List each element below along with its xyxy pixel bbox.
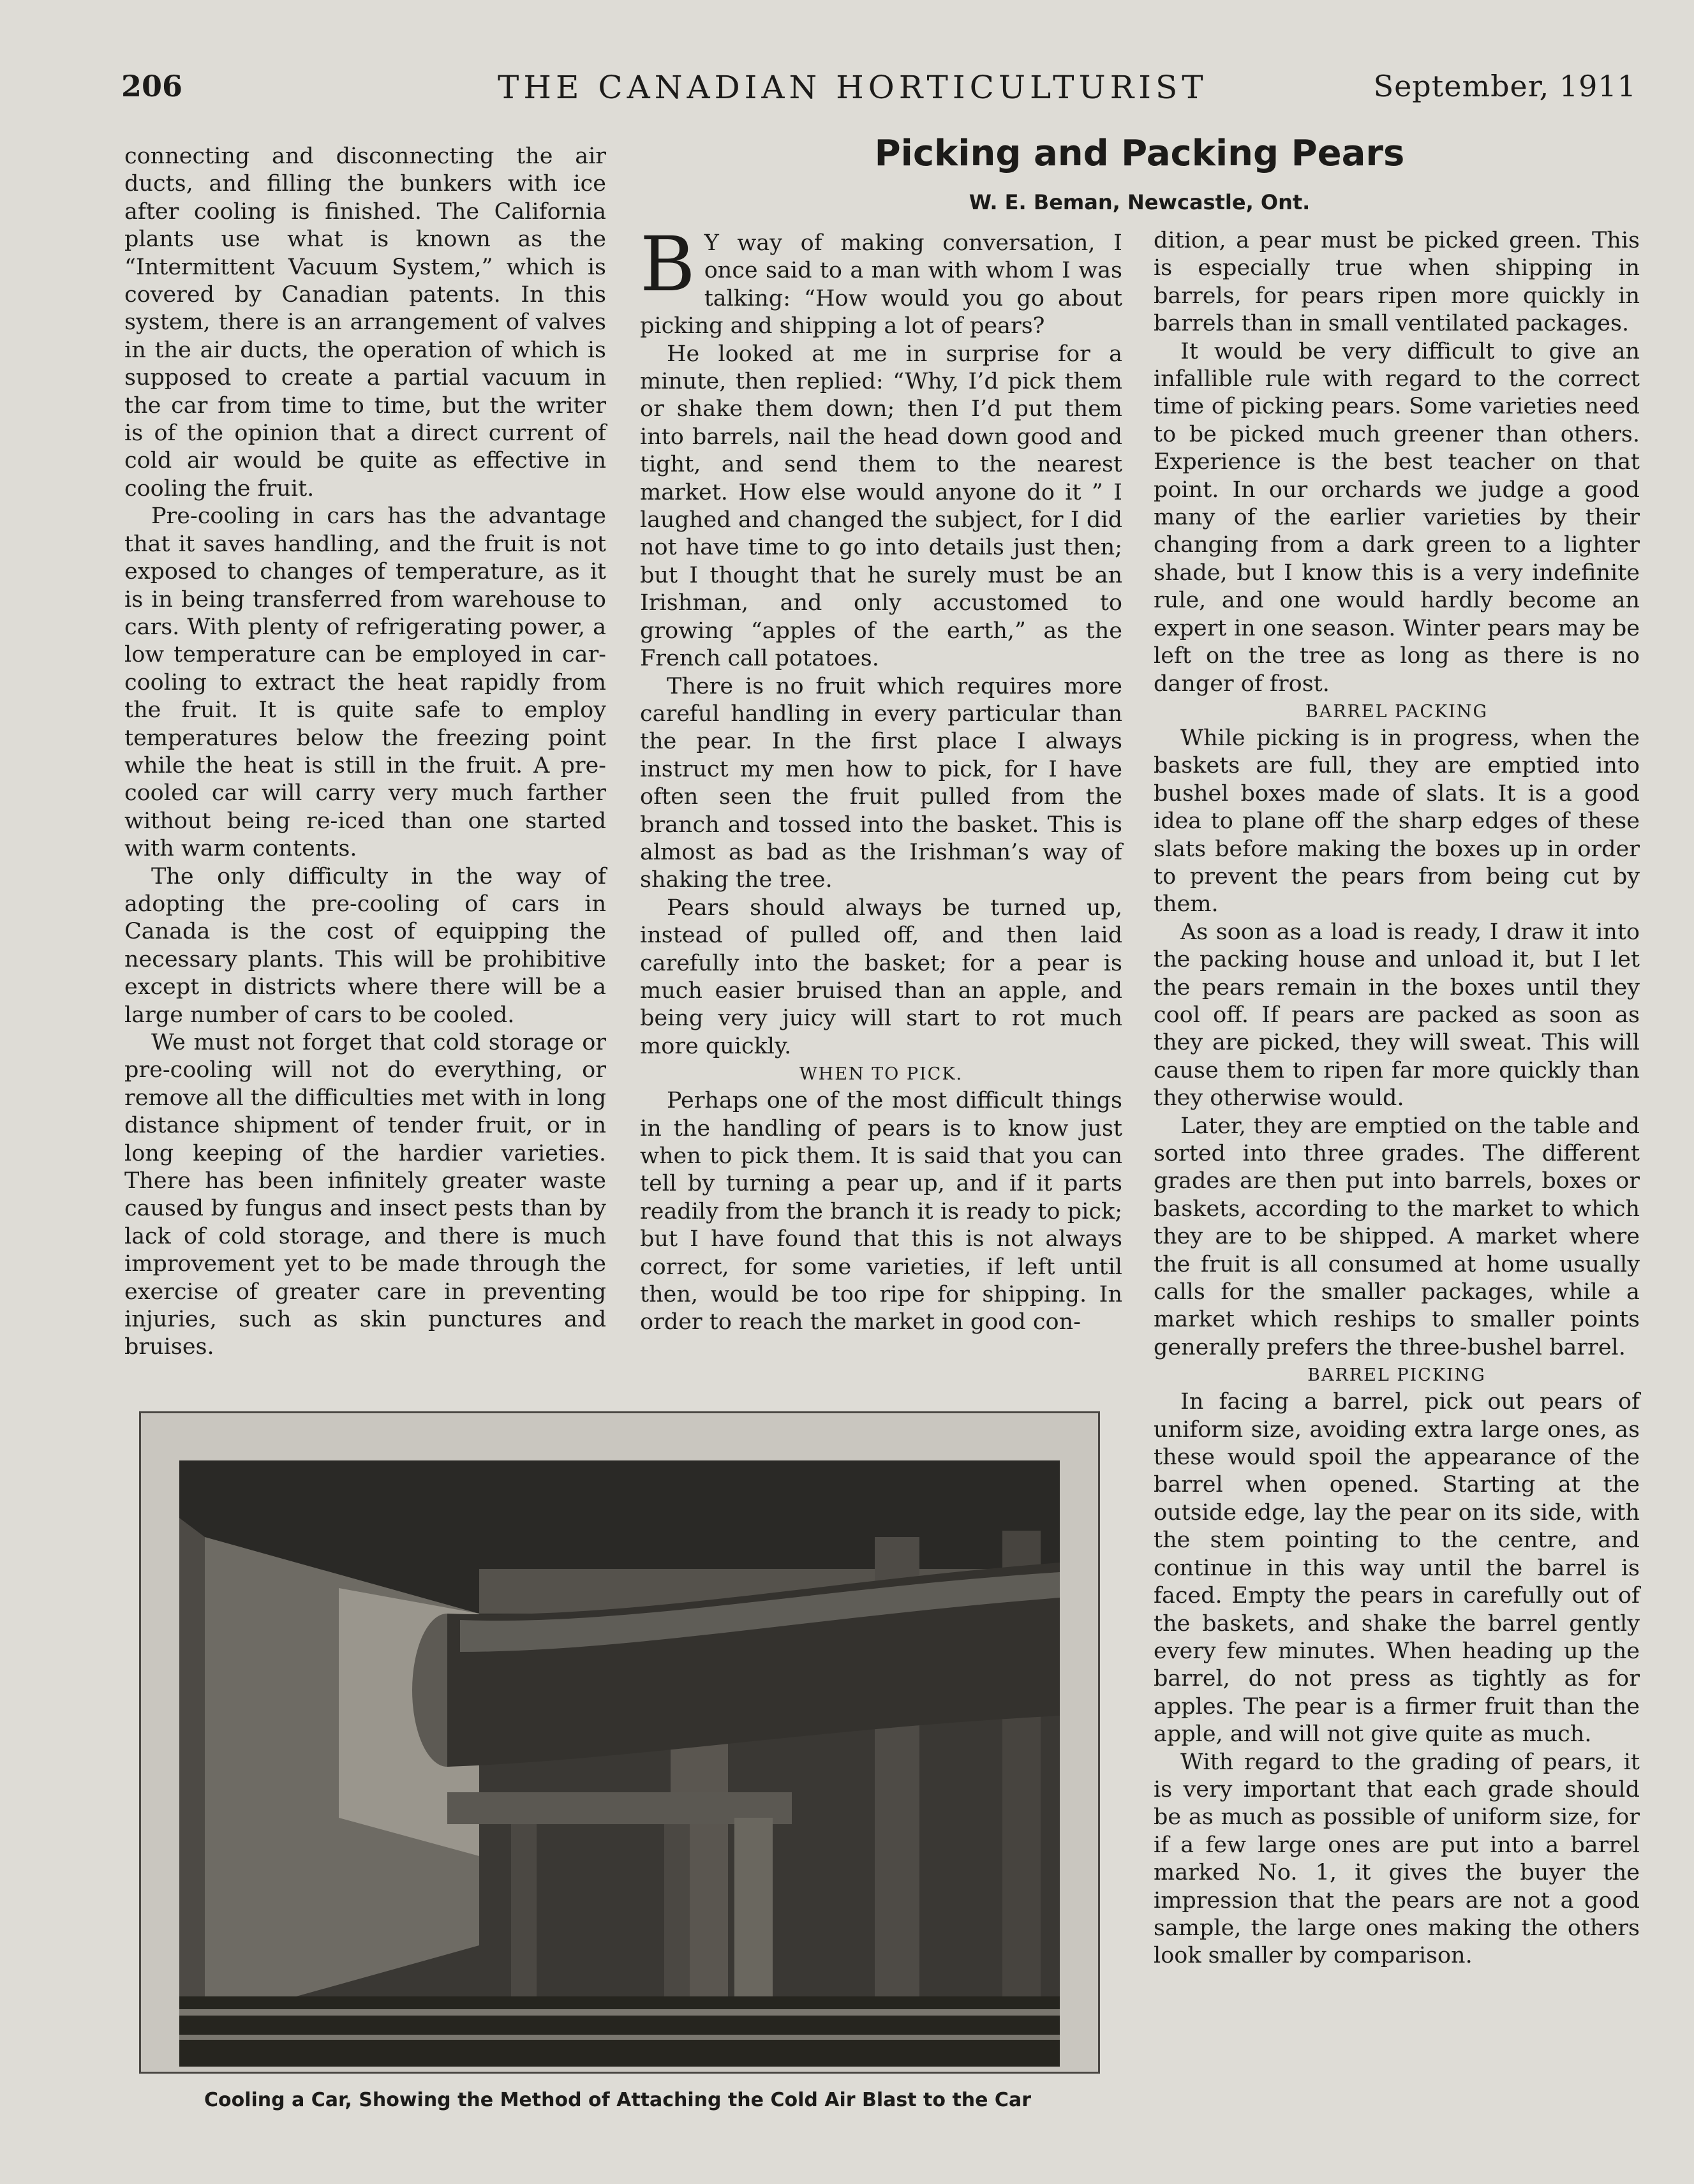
subhead-barrel-picking: BARREL PICKING (1307, 1365, 1486, 1386)
photo-illustration (179, 1460, 1060, 2067)
paragraph: Pre-cooling in cars has the advantage that it saves handling, and the fruit is not exposed to changes of temperature, as it is in being transferred from warehouse to cars. With plenty of refrigerating power, a low temperature can be employed in car-cooling to extract the heat rapidly from the fruit. It is quite safe to employ temperatures below the freezing point while the heat is still in the fruit. A pre-cooled car will carry very much farther without being re-iced than one started with warm contents. (124, 503, 606, 862)
lead-paragraph (640, 220, 1122, 341)
paragraph: Pears should always be turned up, instead of pulled off, and then laid carefully into the basket; for a pear is much easier bruised than an apple, and being very juicy will start to rot much more quickly. (640, 895, 1122, 1059)
issue-date: September, 1911 (1373, 69, 1637, 103)
photo-frame (139, 1411, 1100, 2074)
rail-car-cooling-photo (179, 1460, 1060, 2067)
paragraph: Perhaps one of the most difficult things in the handling of pears is to know just when to pick them. It is said that you can tell by turning a pear up, and if it parts readily from the branch it is ready to pick; but I have found that this is not always correct, for some varieties, if left until then, would be too ripe for shipping. In order to reach the market in good con- (640, 1088, 1122, 1335)
article-column-2 (640, 220, 1122, 1337)
paragraph: The only difficulty in the way of adopting the pre-cooling of cars in Canada is the cost of equipping the necessary plants. This will be prohibitive except in districts where there will be a large number of cars to be cooled. (124, 863, 606, 1028)
paragraph: We must not forget that cold storage or pre-cooling will not do everything, or remove all the difficulties met with in long distance shipment of tender fruit, or in long keeping of the hardier varieties. There has been infinitely greater waste caused by fungus and insect pests than by lack of cold storage, and there is much improvement yet to be made through the exercise of greater care in preventing injuries, such as skin punctures and bruises. (124, 1030, 606, 1360)
article-title: Picking and Packing Pears (874, 133, 1405, 174)
page-header (121, 69, 1637, 114)
column-continued-article (124, 143, 606, 1362)
article-column-3 (1154, 227, 1640, 1970)
drop-cap: B (640, 220, 695, 308)
journal-title: THE CANADIAN HORTICULTURIST (498, 69, 1208, 106)
paragraph: He looked at me in surprise for a minute, then replied: “Why, I’d pick them or shake them down; then I’d put them into barrels, nail the head down good and tight, and send them to the nearest market. How else would anyone do it ” I laughed and changed the subject, for I did not have time to go into details just then; but I thought that he surely must be an Irishman, and only accustomed to growing “apples of the earth,” as the French call potatoes. (640, 341, 1122, 672)
lead-text: Y way of making conversation, I once said to a man with whom I was talking: “How would you go about picking and shipping a lot of pears? (640, 230, 1122, 339)
subhead-when-to-pick: WHEN TO PICK. (799, 1064, 963, 1085)
page-number: 206 (121, 69, 183, 103)
article-byline: W. E. Beman, Newcastle, Ont. (969, 190, 1311, 214)
paragraph: connecting and disconnecting the air ducts, and filling the bunkers with ice after cooling is finished. The California plants use what is known as the “Intermittent Vacuum System,” which is covered by Canadian patents. In this system, there is an arrangement of valves in the air ducts, the operation of which is supposed to create a partial vacuum in the car from time to time, but the writer is of the opinion that a direct current of cold air would be quite as effective in cooling the fruit. (124, 144, 606, 501)
figure-caption: Cooling a Car, Showing the Method of Attaching the Cold Air Blast to the Car (204, 2089, 1031, 2111)
paragraph: As soon as a load is ready, I draw it into the packing house and unload it, but I let the pears remain in the boxes until they cool off. If pears are packed as soon as they are picked, they will sweat. This will cause them to ripen far more quickly than they otherwise would. (1154, 919, 1640, 1111)
subhead-barrel-packing: BARREL PACKING (1305, 701, 1489, 722)
paragraph: Later, they are emptied on the table and sorted into three grades. The different grades are then put into barrels, boxes or baskets, according to the market to which they are to be shipped. A market where the fruit is all consumed at home usually calls for the smaller packages, while a market which reships to smaller points generally prefers the three-bushel barrel. (1154, 1113, 1640, 1360)
paragraph: dition, a pear must be picked green. This is especially true when shipping in barrels, for pears ripen more quickly in barrels than in small ventilated packages. (1154, 228, 1640, 337)
paragraph: With regard to the grading of pears, it is very important that each grade should be as much as possible of uniform size, for if a few large ones are put into a barrel marked No. 1, it gives the buyer the impression that the pears are not a good sample, the large ones making the others look smaller by comparison. (1154, 1749, 1640, 1969)
paragraph: There is no fruit which requires more careful handling in every particular than the pear. In the first place I always instruct my men how to pick, for I have often seen the fruit pulled from the branch and tossed into the basket. This is almost as bad as the Irishman’s way of shaking the tree. (640, 673, 1122, 893)
paragraph: It would be very difficult to give an infallible rule with regard to the correct time of picking pears. Some varieties need to be picked much greener than others. Experience is the best teacher on that point. In our orchards we judge a good many of the earlier varieties by their changing from a dark green to a lighter shade, but I know this is a very indefinite rule, and one would hardly become an expert in one season. Winter pears may be left on the tree as long as there is no danger of frost. (1154, 338, 1640, 697)
paragraph: While picking is in progress, when the baskets are full, they are emptied into bushel boxes made of slats. It is a good idea to plane off the sharp edges of these slats before making the boxes up in order to prevent the pears from being cut by them. (1154, 725, 1640, 917)
paragraph: In facing a barrel, pick out pears of uniform size, avoiding extra large ones, as these would spoil the appearance of the barrel when opened. Starting at the outside edge, lay the pear on its side, with the stem pointing to the centre, and continue in this way until the barrel is faced. Empty the pears in carefully out of the baskets, and shake the barrel gently every few minutes. When heading up the barrel, do not press as tightly as for apples. The pear is a firmer fruit than the apple, and will not give quite as much. (1154, 1389, 1640, 1748)
